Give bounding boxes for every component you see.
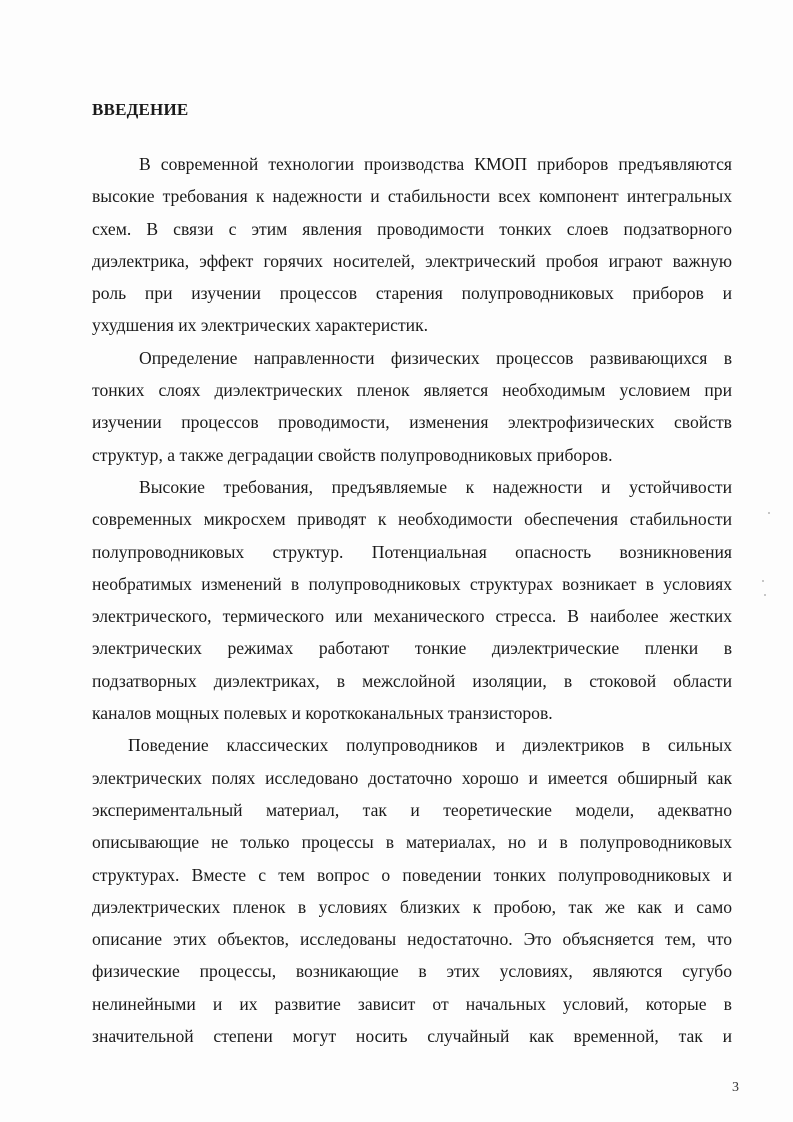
paragraph-line: Высокие требования, предъявляемые к надежности и устойчивости (139, 476, 732, 497)
paragraph-line: ухудшения их электрических характеристик. (92, 315, 429, 336)
paragraph-line: экспериментальный материал, так и теоретические модели, адекватно (92, 799, 732, 820)
paragraph-line: Определение направленности физических процессов развивающихся в (139, 347, 732, 368)
paragraph-line: Поведение классических полупроводников и диэлектриков в сильных (128, 735, 732, 756)
scan-speck (762, 580, 764, 582)
scan-speck (764, 594, 766, 596)
paragraph-line: электрического, термического или механического стресса. В наиболее жестких (92, 606, 732, 627)
paragraph-line: диэлектрических пленок в условиях близких к пробою, так же как и само (92, 896, 732, 917)
paragraph-line: значительной степени могут носить случайный как временной, так и (92, 1026, 732, 1047)
paragraph-line: схем. В связи с этим явления проводимости тонких слоев подзатворного (92, 218, 732, 239)
body-text (92, 148, 732, 1052)
paragraph-line: В современной технологии производства КМОП приборов предъявляются (139, 154, 732, 174)
paragraph-line: полупроводниковых структур. Потенциальная опасность возникновения (92, 541, 732, 562)
paragraph-line: диэлектрика, эффект горячих носителей, электрический пробоя играют важную (92, 250, 732, 271)
paragraph-line: описание этих объектов, исследованы недостаточно. Это объясняется тем, что (92, 929, 732, 950)
page-number: 3 (732, 1080, 739, 1095)
paragraph-line: физические процессы, возникающие в этих условиях, являются сугубо (92, 961, 732, 982)
paragraph-1 (92, 148, 732, 342)
paragraph-line: описывающие не только процессы в материалах, но и в полупроводниковых (92, 832, 732, 853)
paragraph-line: роль при изучении процессов старения полупроводниковых приборов и (92, 283, 732, 304)
paragraph-4 (92, 729, 732, 1052)
paragraph-line: подзатворных диэлектриках, в межслойной изоляции, в стоковой области (92, 670, 732, 691)
paragraph-line: высокие требования к надежности и стабильности всех компонент интегральных (92, 186, 732, 207)
paragraph-line: необратимых изменений в полупроводниковых структурах возникает в условиях (92, 573, 732, 594)
paragraph-2 (92, 342, 732, 471)
scan-speck (768, 512, 770, 514)
paragraph-line: нелинейными и их развитие зависит от начальных условий, которые в (92, 993, 732, 1014)
paragraph-line: электрических полях исследовано достаточно хорошо и имеется обширный как (92, 767, 732, 788)
paragraph-line: современных микросхем приводят к необходимости обеспечения стабильности (92, 509, 732, 530)
paragraph-line: электрических режимах работают тонкие диэлектрические пленки в (92, 638, 732, 659)
section-heading: ВВЕДЕНИЕ (92, 100, 189, 119)
paragraph-3 (92, 471, 732, 729)
paragraph-line: тонких слоях диэлектрических пленок является необходимым условием при (92, 380, 732, 401)
paragraph-line: структурах. Вместе с тем вопрос о поведении тонких полупроводниковых и (92, 864, 732, 885)
paragraph-line: каналов мощных полевых и короткоканальных транзисторов. (92, 703, 553, 724)
paragraph-line: структур, а также деградации свойств полупроводниковых приборов. (92, 444, 613, 465)
paragraph-line: изучении процессов проводимости, изменения электрофизических свойств (92, 412, 732, 433)
